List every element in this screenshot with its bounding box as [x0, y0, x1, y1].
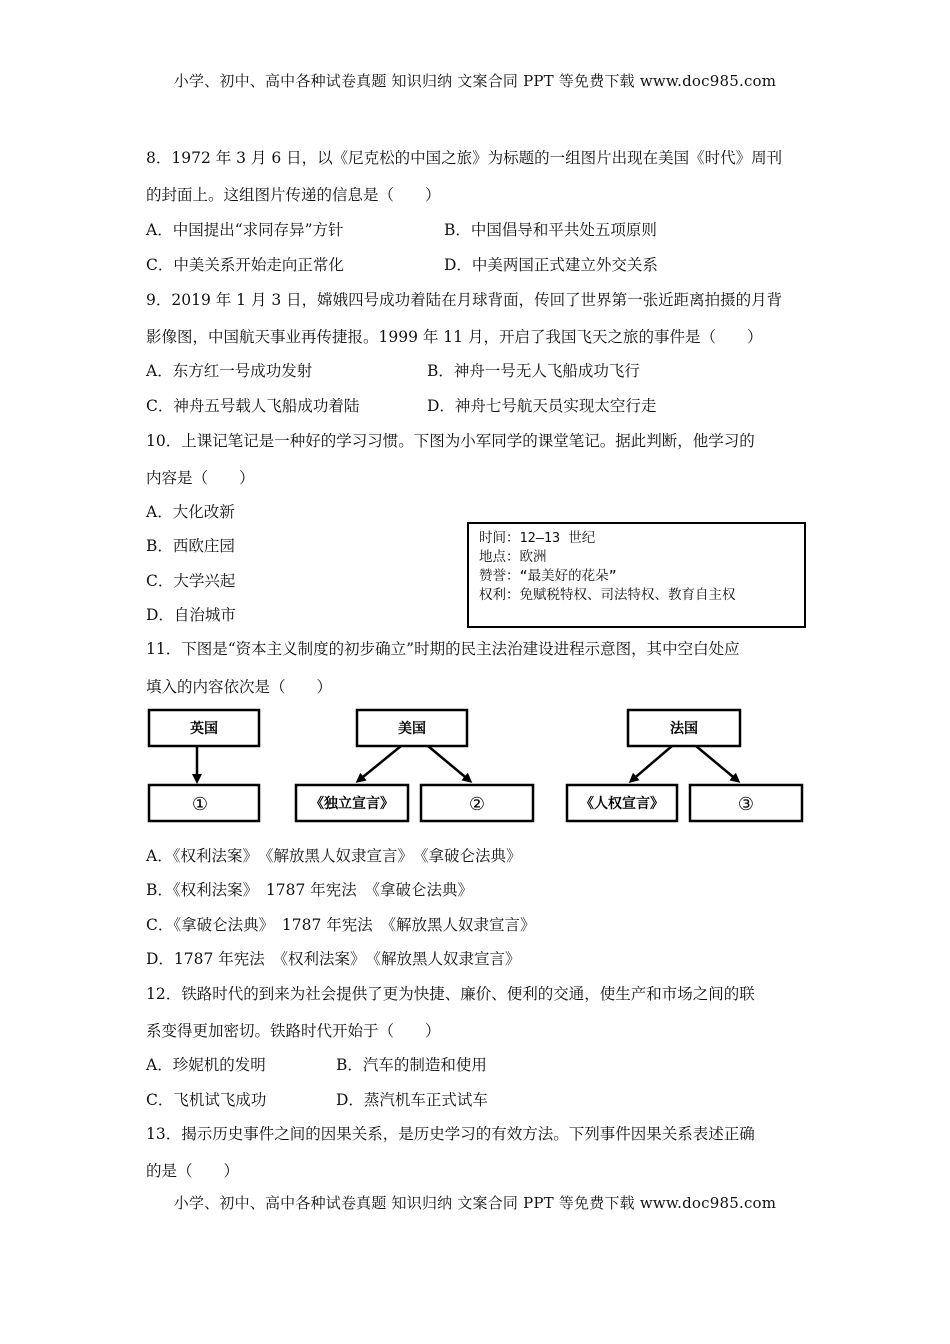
label-britain: 英国 — [190, 721, 218, 737]
note-time: 时间：12—13 世纪 — [479, 530, 596, 546]
q11-option-d: D．1787 年宪法 《权利法案》 《解放黑人奴隶宣言》 — [146, 950, 521, 968]
q12-stem-line1: 12．铁路时代的到来为社会提供了更为快捷、廉价、便利的交通，使生产和市场之间的联 — [146, 985, 755, 1003]
democracy-process-diagram — [146, 706, 806, 824]
label-usa: 美国 — [398, 721, 426, 737]
q13-stem-line2: 的是（ ） — [146, 1162, 240, 1180]
q9-stem-line2: 影像图，中国航天事业再传捷报。1999 年 11 月，开启了我国飞天之旅的事件是（ ） — [146, 328, 763, 346]
label-blank-2: ② — [468, 794, 486, 815]
q12-option-a: A．珍妮机的发明 — [146, 1056, 266, 1074]
q9-option-b: B．神舟一号无人飞船成功飞行 — [427, 362, 640, 380]
class-notes-box — [467, 522, 806, 628]
q10-option-a: A．大化改新 — [146, 503, 235, 521]
note-rights: 权利：免赋税特权、司法特权、教育自主权 — [479, 587, 736, 603]
q8-stem-line2: 的封面上。这组图片传递的信息是（ ） — [146, 186, 441, 204]
arrow-usa-right — [428, 746, 470, 781]
note-praise: 赞誉：“最美好的花朵” — [479, 568, 617, 584]
label-blank-3: ③ — [737, 794, 755, 815]
label-rights-of-man: 《人权宣言》 — [580, 796, 664, 812]
q9-option-c: C．神舟五号载人飞船成功着陆 — [146, 397, 360, 415]
q12-option-d: D．蒸汽机车正式试车 — [336, 1091, 488, 1109]
arrow-france-right — [696, 746, 738, 781]
q8-stem-line1: 8．1972 年 3 月 6 日，以《尼克松的中国之旅》为标题的一组图片出现在美国《时代》周刊 — [146, 149, 783, 167]
q8-option-b: B．中国倡导和平共处五项原则 — [444, 221, 657, 239]
q12-stem-line2: 系变得更加密切。铁路时代开始于（ ） — [146, 1022, 441, 1040]
q12-option-c: C．飞机试飞成功 — [146, 1091, 267, 1109]
q11-stem-line1: 11．下图是“资本主义制度的初步确立”时期的民主法治建设进程示意图，其中空白处应 — [146, 640, 740, 658]
q10-stem-line1: 10．上课记笔记是一种好的学习习惯。下图为小军同学的课堂笔记。据此判断，他学习的 — [146, 432, 755, 450]
q9-option-d: D．神舟七号航天员实现太空行走 — [427, 397, 657, 415]
label-france: 法国 — [670, 721, 698, 737]
q9-option-a: A．东方红一号成功发射 — [146, 362, 313, 380]
q11-option-c: C．《拿破仑法典》 1787 年宪法 《解放黑人奴隶宣言》 — [146, 916, 536, 934]
q12-option-b: B．汽车的制造和使用 — [336, 1056, 487, 1074]
page-header: 小学、初中、高中各种试卷真题 知识归纳 文案合同 PPT 等免费下载 www.doc985.com — [173, 72, 777, 90]
q8-option-d: D．中美两国正式建立外交关系 — [444, 256, 658, 274]
q11-stem-line2: 填入的内容依次是（ ） — [146, 678, 333, 696]
q10-option-b: B．西欧庄园 — [146, 537, 235, 555]
label-blank-1: ① — [191, 794, 209, 815]
q8-option-c: C．中美关系开始走向正常化 — [146, 256, 344, 274]
arrow-france-left — [631, 746, 672, 781]
note-place: 地点：欧洲 — [479, 549, 547, 565]
q11-option-b: B．《权利法案》 1787 年宪法 《拿破仑法典》 — [146, 881, 474, 899]
q10-option-c: C．大学兴起 — [146, 572, 236, 590]
q8-option-a: A．中国提出“求同存异”方针 — [146, 221, 344, 239]
q13-stem-line1: 13．揭示历史事件之间的因果关系，是历史学习的有效方法。下列事件因果关系表述正确 — [146, 1125, 755, 1143]
q10-stem-line2: 内容是（ ） — [146, 469, 255, 487]
q9-stem-line1: 9．2019 年 1 月 3 日，嫦娥四号成功着陆在月球背面，传回了世界第一张近距离拍摄的月背 — [146, 291, 783, 309]
label-declaration-independence: 《独立宣言》 — [310, 796, 394, 812]
q11-option-a: A．《权利法案》 《解放黑人奴隶宣言》 《拿破仑法典》 — [146, 847, 522, 865]
arrow-usa-left — [358, 746, 401, 781]
page-footer: 小学、初中、高中各种试卷真题 知识归纳 文案合同 PPT 等免费下载 www.doc985.com — [173, 1194, 777, 1212]
q10-option-d: D．自治城市 — [146, 606, 236, 624]
